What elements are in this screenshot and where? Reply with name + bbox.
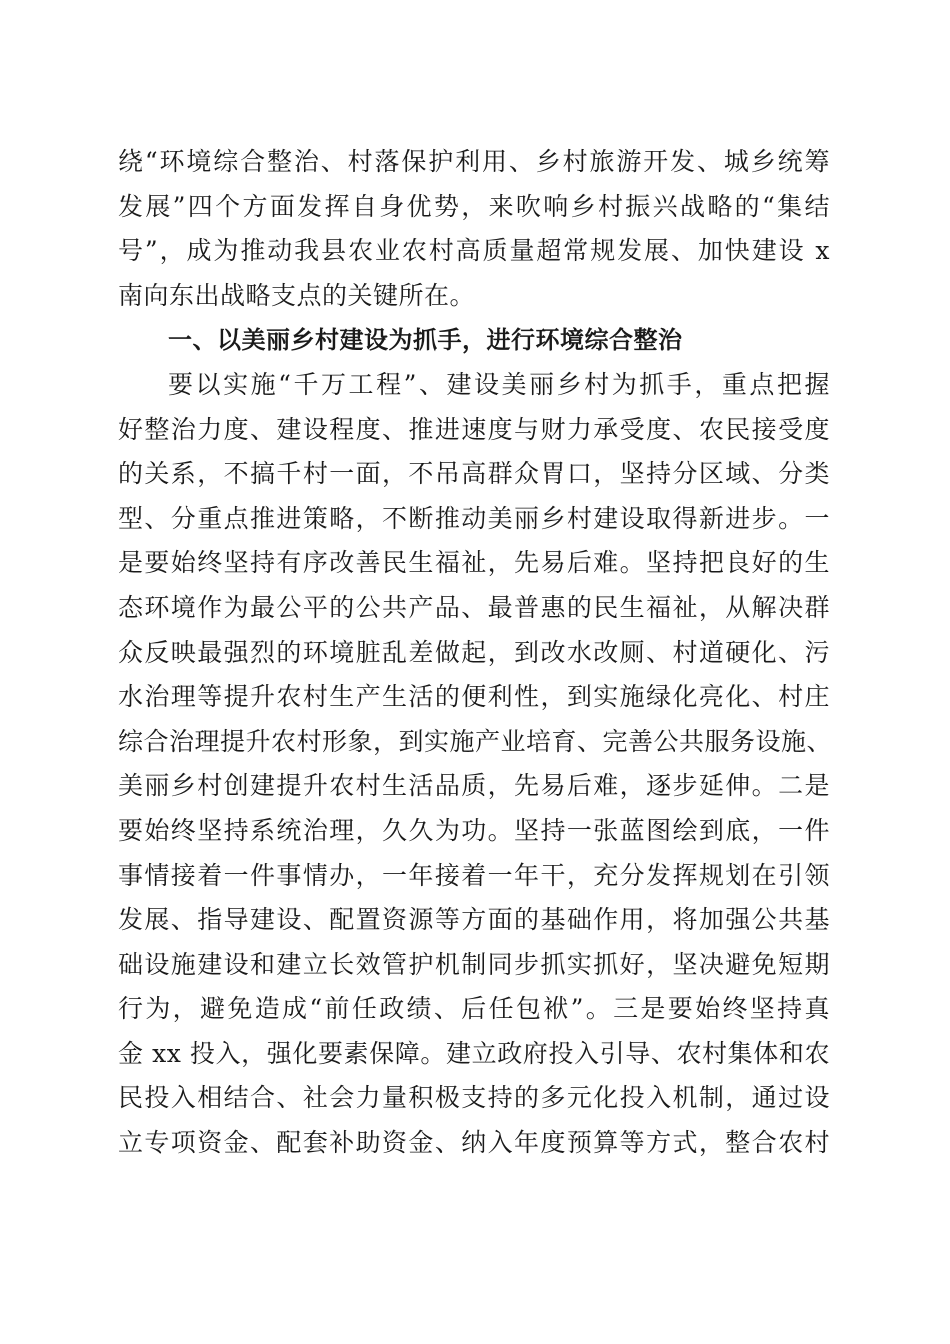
paragraph-line: 立专项资金、配套补助资金、纳入年度预算等方式，整合农村 — [118, 1128, 830, 1158]
paragraph-line: 好整治力度、建设程度、推进速度与财力承受度、农民接受度 — [118, 414, 830, 444]
paragraph-line: 号”，成为推动我县农业农村高质量超常规发展、加快建设 x — [118, 236, 830, 266]
paragraph-line: 的关系，不搞千村一面，不吊高群众胃口，坚持分区域、分类 — [118, 459, 830, 489]
paragraph-line: 础设施建设和建立长效管护机制同步抓实抓好，坚决避免短期 — [118, 949, 830, 979]
paragraph-line: 水治理等提升农村生产生活的便利性，到实施绿化亮化、村庄 — [118, 682, 830, 712]
paragraph-line: 众反映最强烈的环境脏乱差做起，到改水改厕、村道硬化、污 — [118, 637, 830, 667]
paragraph-line: 美丽乡村创建提升农村生活品质，先易后难，逐步延伸。二是 — [118, 771, 830, 801]
paragraph-line: 要始终坚持系统治理，久久为功。坚持一张蓝图绘到底，一件 — [118, 815, 830, 845]
paragraph-line: 南向东出战略支点的关键所在。 — [118, 280, 476, 310]
document-body — [118, 140, 833, 1166]
paragraph-line: 发展”四个方面发挥自身优势，来吹响乡村振兴战略的“集结 — [118, 191, 830, 221]
paragraph-line: 态环境作为最公平的公共产品、最普惠的民生福祉，从解决群 — [118, 592, 830, 622]
paragraph-line: 金 xx 投入，强化要素保障。建立政府投入引导、农村集体和农 — [118, 1038, 830, 1068]
paragraph-line: 绕“环境综合整治、村落保护利用、乡村旅游开发、城乡统筹 — [118, 147, 830, 176]
paragraph-line: 发展、指导建设、配置资源等方面的基础作用，将加强公共基 — [118, 905, 830, 935]
paragraph-line: 民投入相结合、社会力量积极支持的多元化投入机制，通过设 — [118, 1083, 830, 1113]
section-heading: 一、以美丽乡村建设为抓手，进行环境综合整治 — [168, 326, 683, 355]
paragraph-line: 综合治理提升农村形象，到实施产业培育、完善公共服务设施、 — [118, 726, 833, 756]
paragraph-line: 是要始终坚持有序改善民生福祉，先易后难。坚持把良好的生 — [118, 548, 830, 578]
paragraph-line: 要以实施“千万工程”、建设美丽乡村为抓手，重点把握 — [168, 369, 830, 399]
paragraph-line: 行为，避免造成“前任政绩、后任包袱”。三是要始终坚持真 — [118, 994, 830, 1024]
paragraph-line: 事情接着一件事情办，一年接着一年干，充分发挥规划在引领 — [118, 860, 830, 890]
paragraph-line: 型、分重点推进策略，不断推动美丽乡村建设取得新进步。一 — [118, 503, 830, 533]
